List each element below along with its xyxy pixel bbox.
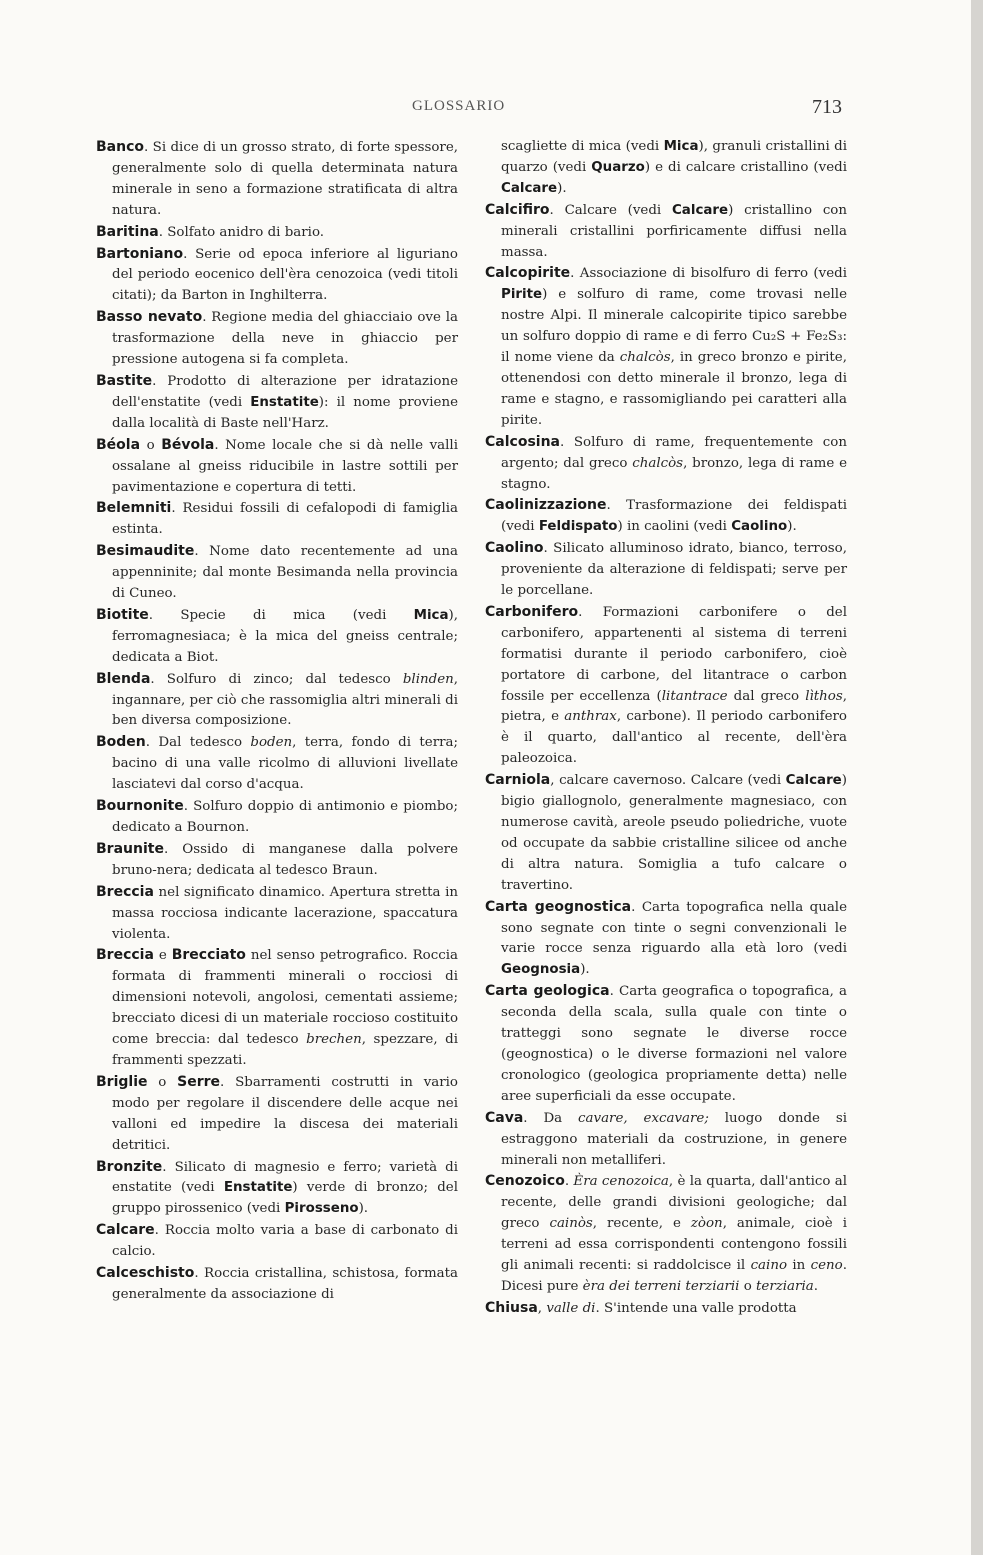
glossary-entry: Calcosina. Solfuro di rame, frequentemente con argento; dal greco chalcòs, bronzo, lega di rame e stagno.	[485, 433, 848, 492]
italic-word: zòon	[690, 1216, 723, 1232]
left-column	[96, 137, 458, 1306]
entry-definition-cont: , pietra, e	[501, 688, 847, 725]
glossary-entry: Carniola, calcare cavernoso. Calcare (vedi Calcare) bigio giallognolo, generalmente magnesiaco, con numerose cavità, areole pseudo poliedriche, vuote od occupate da sabbie cristalline silicee od anche di altra natura. Somiglia a tufo calcare o travertino.	[485, 772, 847, 893]
italic-word: brechen	[306, 1032, 362, 1048]
entry-definition: calcare cavernoso. Calcare (vedi	[559, 773, 786, 789]
cross-reference: Mica	[663, 139, 699, 154]
cross-reference: Feldispato	[538, 519, 618, 535]
italic-word: chalcòs	[619, 350, 671, 366]
cross-reference: Caolino	[731, 519, 788, 535]
entry-term: Bastite	[96, 372, 153, 389]
entry-definition: scagliette di mica (vedi	[501, 139, 664, 154]
entry-term: Biotite	[96, 606, 149, 623]
entry-definition: Solfuro doppio di antimonio e piombo; dedicato a Bournon.	[112, 799, 458, 835]
entry-term: Braunite	[96, 840, 164, 857]
entry-definition-cont: ) verde di bronzo; del gruppo pirossenico (vedi	[112, 1180, 459, 1217]
entry-definition: Nome locale che si dà nelle valli ossalane al gneiss riducibile in lastre sottili per pavimentazione e copertura di tetti.	[112, 437, 458, 495]
glossary-entry: Blenda. Solfuro di zinco; dal tedesco blinden, ingannare, per ciò che rassomiglia altri minerali di ben diversa composizione.	[96, 670, 459, 729]
glossary-entry: Carta geognostica. Carta topografica nella quale sono segnate con tinte o segni convenzionali le varie rocce senza riguardo alla età loro (vedi Geognosia).	[485, 898, 848, 978]
entry-definition-cont: ) e solfuro di rame, come trovasi nelle nostre Alpi. Il minerale calcopirite tipico sarebbe un solfuro doppio di rame e di ferro Cu₂S + Fe₂S₃: il nome viene da	[501, 287, 847, 366]
entry-definition-cont: luogo donde si estraggono materiali da costruzione, in genere minerali non metalliferi.	[501, 1110, 848, 1168]
entry-definition-cont: , è la quarta, dall'antico al recente, delle grandi divisioni geologiche; dal greco	[501, 1174, 847, 1232]
entry-definition-cont: , animale, cioè i terreni ad essa corrispondenti contengono fossili gli animali recenti: si raddolcisce il	[501, 1216, 847, 1274]
entry-term: Basso nevato	[96, 309, 203, 326]
entry-definition: Prodotto di alterazione per idratazione dell'enstatite (vedi	[112, 373, 458, 410]
right-column	[485, 137, 847, 1320]
glossary-entry: Caolino. Silicato alluminoso idrato, bianco, terroso, proveniente da alterazione di feldispati; serve per le porcellane.	[485, 540, 847, 599]
cross-reference: Calcare	[671, 202, 729, 218]
cross-reference: Geognosia	[501, 962, 581, 978]
glossary-entry	[96, 882, 458, 946]
glossary-entry: Cava. Da cavare, excavare; luogo donde si estraggono materiali da costruzione, in genere minerali non metalliferi.	[485, 1109, 848, 1168]
entry-definition-cont: dal greco	[727, 688, 806, 704]
entry-term: Carta geologica	[485, 983, 610, 1000]
entry-definition-cont: , spezzare, di frammenti spezzati.	[112, 1032, 458, 1068]
italic-word: chalcòs	[632, 455, 684, 471]
entry-definition-cont: , bronzo, lega di rame e stagno.	[501, 455, 848, 492]
entry-term: Baritina	[96, 223, 159, 240]
entry-term: Banco	[96, 139, 145, 155]
page-edge	[971, 0, 983, 1555]
glossary-entry: Bastite. Prodotto di alterazione per idratazione dell'enstatite (vedi Enstatite): il nome proviene dalla località di Baste nell'Harz.	[96, 372, 458, 431]
entry-definition: Specie di mica (vedi	[180, 607, 414, 623]
entry-term: Calcifiro	[485, 201, 550, 218]
running-head: GLOSSARIO	[412, 98, 506, 114]
entry-term: Carta geognostica	[485, 898, 632, 915]
entry-definition-cont: . Dicesi pure	[501, 1258, 847, 1294]
cross-reference: Enstatite	[250, 394, 319, 410]
page-number: 713	[812, 96, 842, 118]
glossary-entry: Basso nevato. Regione media del ghiacciaio ove la trasformazione della neve in ghiaccio per pressione autogena si fa completa.	[96, 309, 459, 368]
entry-definition-cont: ) e di calcare cristallino (vedi	[644, 159, 848, 175]
entry-definition-cont: ), ferromagnesiaca; è la mica del gneiss centrale; dedicata a Biot.	[112, 607, 459, 665]
entry-definition: Da	[543, 1110, 579, 1126]
entry-term: Belemniti	[96, 500, 172, 517]
glossary-entry: Banco. Si dice di un grosso strato, di forte spessore, generalmente solo di quella determinata natura minerale in seno a formazione stratificata di altra natura.	[96, 139, 459, 218]
entry-definition-cont: o	[739, 1278, 757, 1294]
entry-definition: Solfuro di rame, frequentemente con argento; dal greco	[501, 434, 847, 471]
entry-definition: Carta geografica o topografica, a seconda della scala, sulla quale con tinte o tratteggi sono segnate le diverse rocce (geognostica) o le diverse formazioni nel valore cronologico (geologica propriamente detta) nelle aree superficiali da esse occupate.	[501, 984, 847, 1104]
glossary-entry: Cenozoico. Èra cenozoica, è la quarta, dall'antico al recente, delle grandi divisioni geologiche; dal greco cainòs, recente, e zòon, animale, cioè i terreni ad essa corrispondenti contengono fossili gli animali recenti: si raddolcisce il caino in ceno. Dicesi pure èra dei terreni terziarii o terziaria.	[485, 1173, 847, 1294]
entry-term: Caolino	[485, 540, 544, 557]
glossary-entry: Caolinizzazione. Trasformazione dei feldispati (vedi Feldispato) in caolini (vedi Caolino).	[485, 497, 848, 535]
glossary-entry: Calceschisto. Roccia cristallina, schistosa, formata generalmente da associazione di	[96, 1265, 459, 1302]
entry-definition-cont: ) cristallino con minerali cristallini porfiricamente diffusi nella massa.	[501, 202, 847, 260]
cross-reference: Quarzo	[591, 159, 645, 175]
entry-definition: Dal tedesco	[158, 735, 251, 751]
italic-word: cavare, excavare;	[578, 1110, 709, 1126]
entry-term-alt: Bévola	[161, 436, 215, 453]
entry-definition: Roccia cristallina, schistosa, formata generalmente da associazione di	[112, 1266, 459, 1302]
italic-word: caino	[750, 1258, 788, 1274]
entry-term: Boden	[96, 734, 146, 751]
glossary-entry: Belemniti. Residui fossili di cefalopodi di famiglia estinta.	[96, 500, 459, 538]
entry-definition: Roccia molto varia a base di carbonato di calcio.	[112, 1223, 458, 1260]
entry-term: Calcare	[96, 1222, 155, 1239]
entry-definition: Trasformazione dei feldispati (vedi	[501, 498, 848, 535]
entry-definition-cont: ), granuli cristallini di quarzo (vedi	[501, 139, 847, 175]
italic-word: cainòs	[549, 1216, 593, 1232]
glossary-entry-continuation	[485, 137, 847, 200]
entry-term-alt: Serre	[177, 1073, 221, 1090]
entry-definition-cont: ) bigio giallognolo, generalmente magnesiaco, con numerose cavità, areole pseudo poliedriche, vuote od occupate da sabbie cristalline silicee od anche di altra natura. Somiglia a tufo calcare o travertino.	[501, 773, 847, 893]
glossary-entry: Braunite. Ossido di manganese dalla polvere bruno-nera; dedicata al tedesco Braun.	[96, 840, 458, 878]
glossary-entry: Calcare. Roccia molto varia a base di carbonato di calcio.	[96, 1222, 458, 1260]
glossary-entry: Besimaudite. Nome dato recentemente ad una appenninite; dal monte Besimanda nella provincia di Cuneo.	[96, 543, 458, 602]
italic-word: Èra cenozoica	[573, 1174, 669, 1190]
entry-definition: nel significato dinamico. Apertura stretta in massa rocciosa indicante lacerazione, spaccatura violenta.	[112, 884, 458, 942]
entry-definition: Silicato di magnesio e ferro; varietà di enstatite (vedi	[112, 1159, 458, 1196]
cross-reference: Pirosseno	[284, 1201, 359, 1217]
entry-conjunction: o	[158, 1074, 167, 1090]
entry-definition-cont: .	[813, 1278, 818, 1294]
cross-reference: Enstatite	[223, 1180, 293, 1196]
glossary-entry	[96, 945, 458, 1071]
glossary-entry: Bronzite. Silicato di magnesio e ferro; varietà di enstatite (vedi Enstatite) verde di bronzo; del gruppo pirossenico (vedi Pirosseno).	[96, 1158, 459, 1217]
entry-term: Calcosina	[485, 433, 560, 450]
entry-definition-cont: , carbone). Il periodo carbonifero è il quarto, dall'antico al recente, dell'èra paleozoica.	[501, 709, 847, 767]
entry-term: Bronzite	[96, 1158, 163, 1175]
glossary-entry: Chiusa, valle di. S'intende una valle prodotta	[485, 1299, 797, 1316]
entry-term: Cava	[485, 1109, 524, 1126]
cross-reference: Calcare	[785, 773, 842, 789]
glossary-entry: Boden. Dal tedesco boden, terra, fondo di terra; bacino di una valle ricolmo di alluvioni livellate lasciatevi dal corso d'acqua.	[96, 734, 458, 793]
entry-definition-cont: , recente, e	[592, 1216, 691, 1232]
italic-word: blinden	[402, 671, 454, 687]
entry-term: Calcopirite	[485, 265, 571, 282]
entry-definition-cont: , terra, fondo di terra; bacino di una valle ricolmo di alluvioni livellate lasciatevi dal corso d'acqua.	[112, 735, 458, 793]
glossary-entry: Biotite. Specie di mica (vedi Mica), ferromagnesiaca; è la mica del gneiss centrale; dedicata a Biot.	[96, 606, 459, 665]
entry-definition-cont: ).	[358, 1201, 369, 1217]
glossary-entry: Calcopirite. Associazione di bisolfuro di ferro (vedi Pirite) e solfuro di rame, come trovasi nelle nostre Alpi. Il minerale calcopirite tipico sarebbe un solfuro doppio di rame e di ferro Cu₂S + Fe₂S₃: il nome viene da chalcòs, in greco bronzo e pirite, ottenendosi con detto minerale il bronzo, lega di rame e stagno, e rassomigliando pei caratteri alla pirite.	[485, 265, 848, 428]
italic-word: èra dei terreni terziarii	[582, 1278, 740, 1294]
entry-definition: Solfuro di zinco; dal tedesco	[166, 671, 403, 687]
glossary-entry: Calcifiro. Calcare (vedi Calcare) cristallino con minerali cristallini porfiricamente diffusi nella massa.	[485, 201, 847, 260]
entry-definition: Solfato anidro di bario.	[167, 224, 325, 240]
italic-word: litantrace	[661, 688, 728, 704]
entry-definition: Carta topografica nella quale sono segnate con tinte o segni convenzionali le varie rocce senza riguardo alla età loro (vedi	[501, 899, 848, 957]
entry-definition-cont: ).	[580, 962, 590, 978]
entry-definition: Sbarramenti costrutti in vario modo per regolare il discendere delle acque nei valloni ed impedire la discesa dei materiali detritici.	[112, 1074, 458, 1153]
entry-definition-cont: in	[787, 1258, 811, 1274]
entry-term: Bartoniano	[96, 245, 184, 262]
entry-definition: Regione media del ghiacciaio ove la trasformazione della neve in ghiaccio per pressione autogena si fa completa.	[112, 310, 459, 368]
entry-term-alt: Brecciato	[171, 947, 246, 964]
entry-term: Caolinizzazione	[485, 497, 607, 514]
entry-definition: Residui fossili di cefalopodi di famiglia estinta.	[112, 501, 459, 538]
italic-word: lìthos	[805, 688, 843, 704]
entry-definition-cont: ) in caolini (vedi	[617, 519, 732, 535]
entry-term: Carbonifero	[485, 603, 579, 620]
italic-word: terziaria	[756, 1278, 814, 1294]
glossary-entry: Baritina. Solfato anidro di bario.	[96, 223, 325, 240]
entry-definition: Associazione di bisolfuro di ferro (vedi	[579, 266, 848, 282]
entry-term: Carniola	[485, 772, 551, 789]
entry-definition: Formazioni carbonifere o del carbonifero, appartenenti al sistema di terreni formatisi durante il periodo carbonifero, cioè portatore di carbone, del litantrace o carbon fossile per eccellenza (	[501, 604, 848, 704]
glossary-entry: Carta geologica. Carta geografica o topografica, a seconda della scala, sulla quale con tinte o tratteggi sono segnate le diverse rocce (geognostica) o le diverse formazioni nel valore cronologico (geologica propriamente detta) nelle aree superficiali da esse occupate.	[485, 983, 847, 1104]
entry-definition-cont: ): il nome proviene dalla località di Baste nell'Harz.	[112, 394, 458, 431]
entry-definition: Calcare (vedi	[564, 202, 672, 218]
entry-definition: Silicato alluminoso idrato, bianco, terroso, proveniente da alterazione di feldispati; serve per le porcellane.	[501, 541, 847, 599]
entry-term: Briglie	[96, 1073, 148, 1090]
entry-term: Cenozoico	[485, 1173, 565, 1190]
entry-term: Bournonite	[96, 798, 184, 815]
entry-term: Calceschisto	[96, 1265, 195, 1282]
entry-term: Breccia	[96, 883, 154, 900]
entry-definition-cont: ).	[557, 180, 567, 196]
entry-term: Chiusa	[485, 1299, 538, 1316]
cross-reference: Pirite	[501, 287, 543, 303]
entry-definition-cont: , in greco bronzo e pirite, ottenendosi con detto minerale il bronzo, lega di rame e stagno, e rassomigliando pei caratteri alla pirite.	[501, 350, 847, 428]
entry-definition-cont: . S'intende una valle prodotta	[595, 1300, 797, 1316]
entry-definition: Si dice di un grosso strato, di forte spessore, generalmente solo di quella determinata natura minerale in seno a formazione stratificata di altra natura.	[112, 140, 459, 218]
entry-conjunction: o	[146, 437, 155, 453]
entry-definition-cont: , ingannare, per ciò che rassomiglia altri minerali di ben diversa composizione.	[112, 671, 459, 729]
entry-term: Breccia	[96, 947, 154, 964]
glossary-entry: Carbonifero. Formazioni carbonifere o del carbonifero, appartenenti al sistema di terreni formatisi durante il periodo carbonifero, cioè portatore di carbone, del litantrace o carbon fossile per eccellenza (litantrace dal greco lìthos, pietra, e anthrax, carbone). Il periodo carbonifero è il quarto, dall'antico al recente, dell'èra paleozoica.	[485, 603, 848, 767]
glossary-entry: Bartoniano. Serie od epoca inferiore al liguriano del periodo eocenico dell'èra cenozoica (vedi titoli citati); da Barton in Inghilterra.	[96, 245, 458, 304]
entry-conjunction: e	[158, 948, 167, 964]
entry-definition-cont: ).	[787, 519, 797, 535]
italic-word: ceno	[810, 1258, 843, 1274]
entry-term: Blenda	[96, 670, 151, 687]
glossary-entry: Béola o Bévola. Nome locale che si dà nelle valli ossalane al gneiss riducibile in lastre sottili per pavimentazione e copertura di tetti.	[96, 436, 458, 495]
italic-word: valle di	[546, 1300, 596, 1316]
entry-term: Besimaudite	[96, 543, 195, 560]
cross-reference: Mica	[413, 607, 449, 623]
italic-word: boden	[250, 735, 293, 751]
glossary-entry: Bournonite. Solfuro doppio di antimonio e piombo; dedicato a Bournon.	[96, 798, 458, 835]
glossary-entry: Briglie o Serre. Sbarramenti costrutti in vario modo per regolare il discendere delle acque nei valloni ed impedire la discesa dei materiali detritici.	[96, 1073, 458, 1153]
entry-definition: Serie od epoca inferiore al liguriano del periodo eocenico dell'èra cenozoica (vedi titoli citati); da Barton in Inghilterra.	[112, 246, 458, 304]
cross-reference: Calcare	[501, 180, 558, 196]
italic-word: anthrax	[564, 709, 617, 725]
entry-definition: Ossido di manganese dalla polvere bruno-nera; dedicata al tedesco Braun.	[112, 841, 458, 878]
entry-term: Béola	[96, 436, 141, 453]
entry-definition: nel senso petrografico. Roccia formata di frammenti minerali o rocciosi di dimensioni notevoli, angolosi, cementati assieme; brecciato dicesi di un materiale roccioso costituito come breccia: dal tedesco	[112, 948, 458, 1048]
entry-definition: Nome dato recentemente ad una appenninite; dal monte Besimanda nella provincia di Cuneo.	[112, 544, 458, 602]
